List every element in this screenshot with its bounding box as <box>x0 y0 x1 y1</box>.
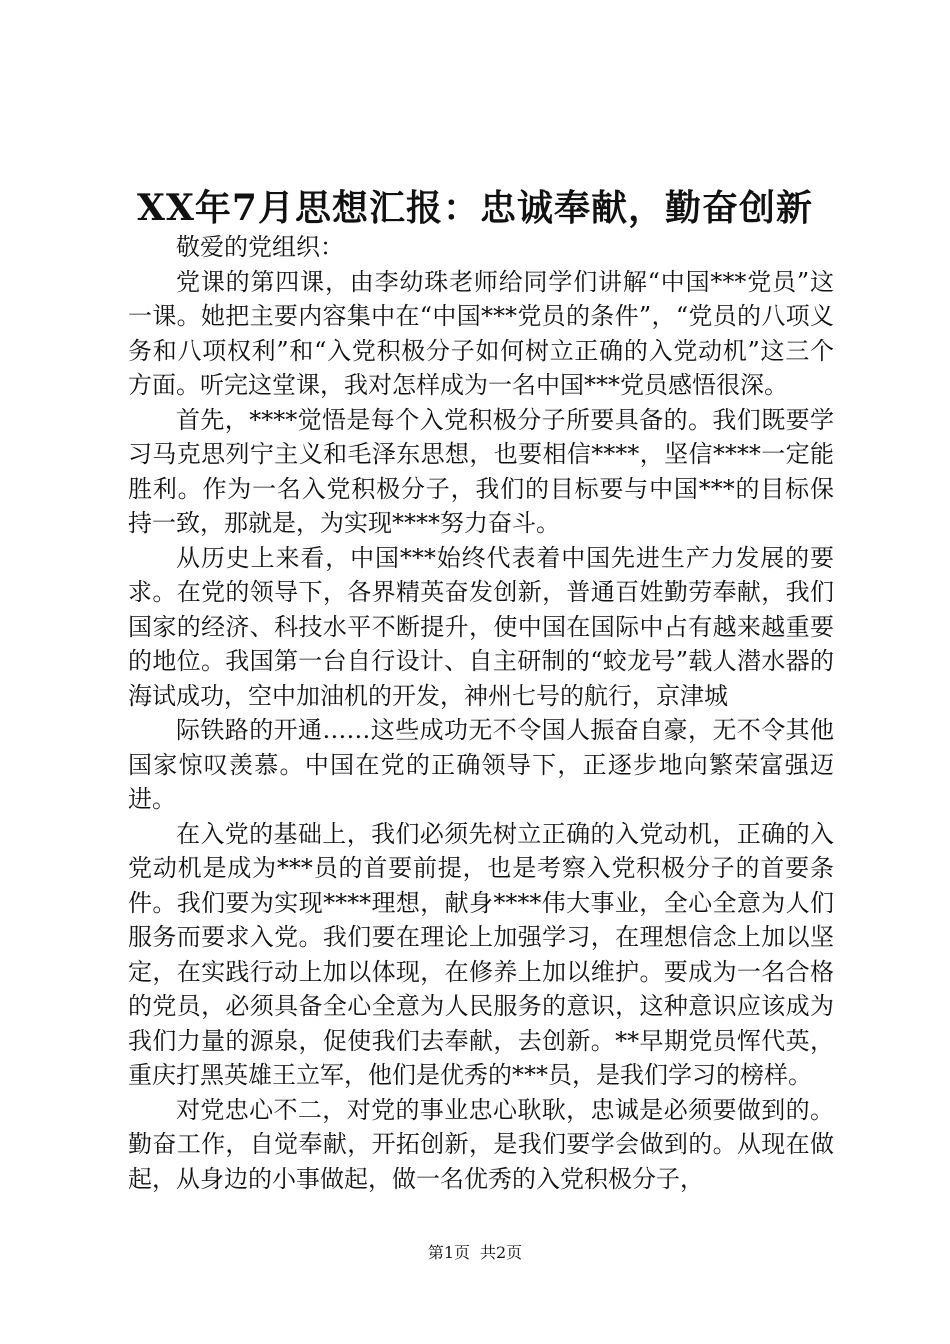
paragraph-1: 党课的第四课，由李幼珠老师给同学们讲解“中国***党员”这一课。她把主要内容集中在“中国***党员的条件”，“党员的八项义务和八项权利”和“入党积极分子如何树立正确的入党动机”这三个方面。听完这堂课，我对怎样成为一名中国***党员感悟很深。 <box>128 267 834 399</box>
page-footer <box>0 1242 950 1264</box>
paragraph-5: 在入党的基础上，我们必须先树立正确的入党动机，正确的入党动机是成为***员的首要前提，也是考察入党积极分子的首要条件。我们要为实现****理想，献身****伟大事业，全心全意为人们服务而要求入党。我们要在理论上加强学习，在理想信念上加以坚定，在实践行动上加以体现，在修养上加以维护。要成为一名合格的党员，必须具备全心全意为人民服务的意识，这种意识应该成为我们力量的源泉，促使我们去奉献，去创新。**早期党员恽代英，重庆打黑英雄王立军，他们是优秀的***员，是我们学习的榜样。 <box>128 819 834 1089</box>
document-title: XX年7月思想汇报：忠诚奉献，勤奋创新 <box>137 187 813 229</box>
document-body <box>128 230 834 1196</box>
paragraph-3: 从历史上来看，中国***始终代表着中国先进生产力发展的要求。在党的领导下，各界精英奋发创新，普通百姓勤劳奉献，我们国家的经济、科技水平不断提升，使中国在国际中占有越来越重要的地位。我国第一台自行设计、自主研制的“蛟龙号”载人潜水器的海试成功，空中加油机的开发，神州七号的航行，京津城 <box>128 543 834 710</box>
page-number-current: 第1页 <box>427 1243 470 1262</box>
page-number-total: 共2页 <box>480 1243 523 1262</box>
paragraph-2: 首先，****觉悟是每个入党积极分子所要具备的。我们既要学习马克思列宁主义和毛泽东思想，也要相信****，坚信****一定能胜利。作为一名入党积极分子，我们的目标要与中国***的目标保持一致，那就是，为实现****努力奋斗。 <box>128 405 834 537</box>
paragraph-6: 对党忠心不二，对党的事业忠心耿耿，忠诚是必须要做到的。勤奋工作，自觉奉献，开拓创新，是我们要学会做到的。从现在做起，从身边的小事做起，做一名优秀的入党积极分子， <box>128 1095 834 1193</box>
salutation: 敬爱的党组织： <box>176 233 344 261</box>
paragraph-4: 际铁路的开通……这些成功无不令国人振奋自豪，无不令其他国家惊叹羡慕。中国在党的正确领导下，正逐步地向繁荣富强迈进。 <box>128 716 834 813</box>
